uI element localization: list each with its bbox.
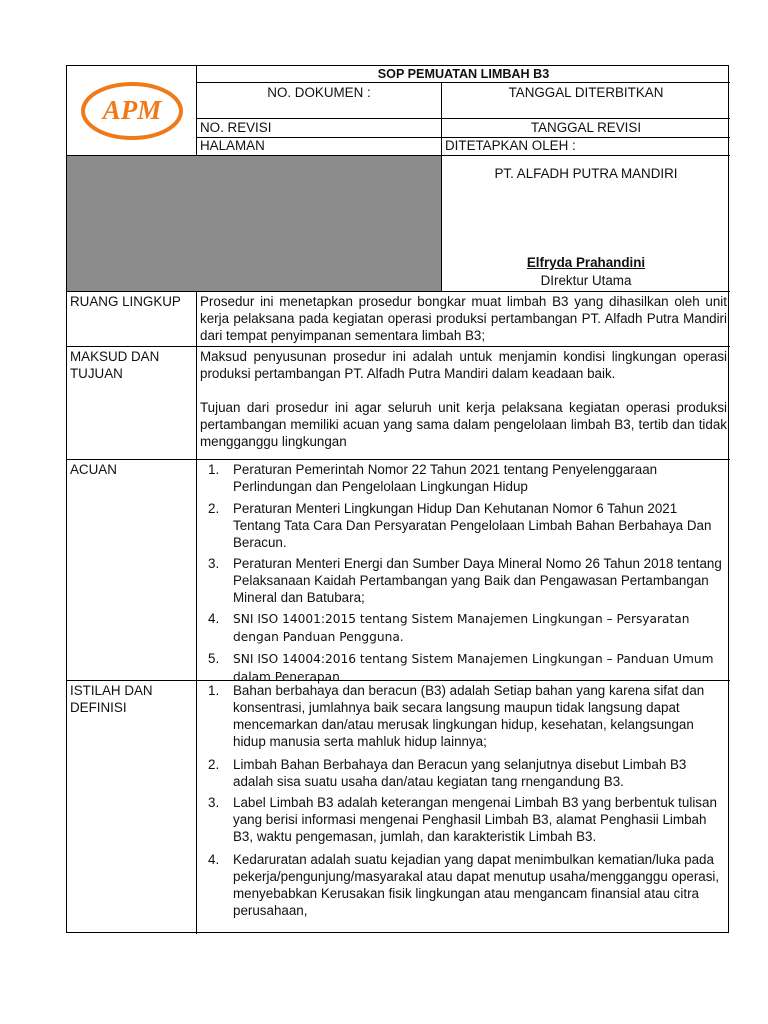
list-item: 5. SNI ISO 14004:2016 tentang Sistem Manajemen Lingkungan – Panduan Umum dalam Penerapan <box>208 651 714 684</box>
company-logo <box>80 81 184 141</box>
ruang-lingkup-label: RUANG LINGKUP <box>67 292 197 347</box>
signature-name: Elfryda Prahandini <box>526 255 646 270</box>
tanggal-diterbitkan-label: TANGGAL DITERBITKAN <box>442 83 730 119</box>
list-item: 1. Peraturan Pemerintah Nomor 22 Tahun 2021 tentang Penyelenggaraan Perlindungan dan Pengelolaan Lingkungan Hidup <box>208 462 658 494</box>
list-item: 3. Label Limbah B3 adalah keterangan mengenai Limbah B3 yang berbentuk tulisan yang berisi informasi mengenai Penghasil Limbah B3, alamat Penghasii Limbah B3, waktu pengemasan, jumlah, dan karakteristik Limbah B3. <box>208 795 717 844</box>
no-revisi-label: NO. REVISI <box>197 119 442 138</box>
list-item: 4. Kedaruratan adalah suatu kejadian yang dapat menimbulkan kematian/luka pada pekerja/pengunjung/masyarakal atau dapat menutup usaha/mengganggu operasi, menyebabkan Kerusakan fisik lingkungan atau mengancam finansial atau citra perusahaan, <box>208 852 720 918</box>
maksud-paragraph: Maksud penyusunan prosedur ini adalah untuk menjamin kondisi lingkungan operasi produksi pertambangan PT. Alfadh Putra Mandiri dalam keadaan baik. <box>200 349 727 381</box>
istilah-list <box>200 682 727 919</box>
list-item: 1. Bahan berbahaya dan beracun (B3) adalah Setiap bahan yang karena sifat dan konsentrasi, jumlahnya baik secara langsung maupun tidak langsung dapat mencemarkan dan/atau merusak lingkungan hidup, kesehatan, kelangsungan hidup manusia serta mahluk hidup lainnya; <box>208 683 705 749</box>
list-item: 3. Peraturan Menteri Energi dan Sumber Daya Mineral Nomo 26 Tahun 2018 tentang Pelaksanaan Kaidah Pertambangan yang Baik dan Pengawasan Pertambangan Mineral dan Batubara; <box>208 556 722 605</box>
list-item: 2. Peraturan Menteri Lingkungan Hidup Dan Kehutanan Nomor 6 Tahun 2021 Tentang Tata Cara Dan Persyaratan Pengelolaan Limbah Bahan Berbahaya Dan Beracun. <box>208 501 712 550</box>
tujuan-paragraph: Tujuan dari prosedur ini agar seluruh unit kerja pelaksana kegiatan operasi produksi pertambangan memiliki acuan yang sama dalam pengelolaan limbah B3, tertib dan tidak mengganggu lingkungan <box>200 400 727 449</box>
halaman-label: HALAMAN <box>197 138 442 156</box>
redacted-image-area <box>67 156 442 292</box>
ditetapkan-oleh-label: DITETAPKAN OLEH : <box>442 138 730 156</box>
no-dokumen-label: NO. DOKUMEN : <box>197 83 442 119</box>
document-title: SOP PEMUATAN LIMBAH B3 <box>197 66 730 83</box>
maksud-tujuan-label: MAKSUD DAN TUJUAN <box>67 347 197 460</box>
istilah-definisi-label: ISTILAH DAN DEFINISI <box>67 681 197 934</box>
tanggal-revisi-label: TANGGAL REVISI <box>442 119 730 138</box>
logo-text: APM <box>102 94 161 125</box>
maksud-tujuan-content <box>197 347 730 460</box>
signature-company: PT. ALFADH PUTRA MANDIRI <box>494 166 678 181</box>
signature-role: DIrektur Utama <box>540 273 632 288</box>
signature-block <box>442 156 730 292</box>
acuan-label: ACUAN <box>67 460 197 681</box>
istilah-definisi-content <box>197 681 730 934</box>
acuan-list <box>200 461 727 686</box>
list-item: 4. SNI ISO 14001:2015 tentang Sistem Manajemen Lingkungan – Persyaratan dengan Panduan Pengguna. <box>208 611 690 644</box>
sop-document <box>66 65 729 933</box>
acuan-content <box>197 460 730 684</box>
logo-cell <box>67 66 197 156</box>
list-item: 2. Limbah Bahan Berbahaya dan Beracun yang selanjutnya disebut Limbah B3 adalah sisa suatu usaha dan/atau kegiatan tang rnengandung B3. <box>208 757 687 789</box>
ruang-lingkup-text: Prosedur ini menetapkan prosedur bongkar muat limbah B3 yang dihasilkan oleh unit kerja pelaksana pada kegiatan operasi produksi pertambangan PT. Alfadh Putra Mandiri dari tempat penyimpanan sementara limbah B3; <box>197 292 730 347</box>
